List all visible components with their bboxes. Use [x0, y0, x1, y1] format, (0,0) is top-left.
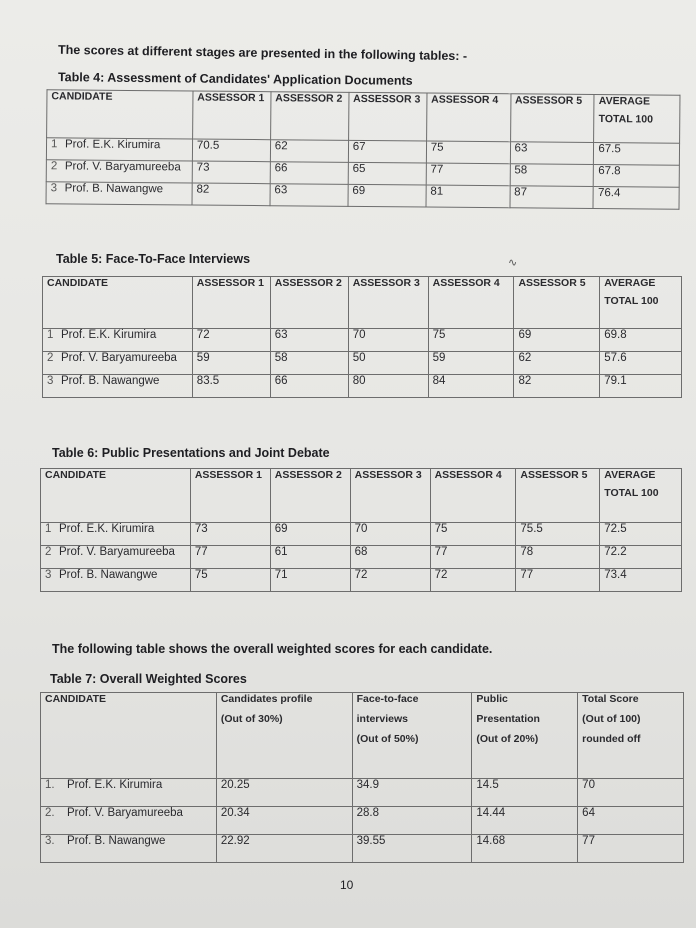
profile-cell: 22.92: [216, 835, 352, 863]
score-cell: 61: [270, 546, 350, 569]
candidate-cell: 2 Prof. V. Baryamureeba: [46, 160, 192, 183]
profile-cell: 20.34: [216, 807, 352, 835]
assessor5-header: ASSESSOR 5: [514, 277, 600, 329]
table7: [40, 692, 684, 863]
public-cell: 14.5: [472, 779, 578, 807]
score-cell: 63: [270, 329, 348, 352]
average-cell: 73.4: [600, 569, 682, 592]
table5: [42, 276, 682, 398]
score-cell: 66: [270, 375, 348, 398]
average-cell: 69.8: [600, 329, 682, 352]
average-cell: 67.5: [594, 143, 680, 166]
score-cell: 72: [350, 569, 430, 592]
interview-header: Face-to-face interviews (Out of 50%): [352, 693, 472, 779]
candidate-cell: 3 Prof. B. Nawangwe: [46, 182, 192, 205]
assessor2-header: ASSESSOR 2: [270, 92, 348, 141]
score-cell: 77: [430, 546, 516, 569]
assessor3-header: ASSESSOR 3: [348, 277, 428, 329]
score-cell: 69: [348, 184, 426, 207]
total-cell: 64: [578, 807, 684, 835]
total-cell: 77: [578, 835, 684, 863]
score-cell: 80: [348, 375, 428, 398]
score-cell: 87: [510, 186, 594, 209]
assessor1-header: ASSESSOR 1: [192, 277, 270, 329]
score-cell: 66: [270, 162, 348, 185]
weighted-scores-note: The following table shows the overall weighted scores for each candidate.: [52, 642, 493, 656]
table-row: [41, 807, 684, 835]
candidate-cell: 1 Prof. E.K. Kirumira: [41, 523, 191, 546]
score-cell: 70: [348, 329, 428, 352]
score-cell: 59: [428, 352, 514, 375]
table-row: [41, 546, 682, 569]
score-cell: 83.5: [192, 375, 270, 398]
table4: [46, 89, 681, 210]
score-cell: 75: [426, 141, 510, 164]
candidate-cell: 1. Prof. E.K. Kirumira: [41, 779, 217, 807]
average-cell: 76.4: [593, 187, 679, 210]
candidate-cell: 3 Prof. B. Nawangwe: [43, 375, 193, 398]
score-cell: 63: [510, 142, 594, 165]
score-cell: 70.5: [192, 139, 270, 162]
table-row: [41, 569, 682, 592]
assessor5-header: ASSESSOR 5: [510, 94, 594, 143]
candidate-cell: 2. Prof. V. Baryamureeba: [41, 807, 217, 835]
candidate-cell: 2 Prof. V. Baryamureeba: [41, 546, 191, 569]
score-cell: 65: [348, 162, 426, 185]
candidate-cell: 3. Prof. B. Nawangwe: [41, 835, 217, 863]
score-cell: 72: [192, 329, 270, 352]
assessor1-header: ASSESSOR 1: [192, 91, 270, 140]
score-cell: 75.5: [516, 523, 600, 546]
assessor1-header: ASSESSOR 1: [190, 469, 270, 523]
score-cell: 82: [514, 375, 600, 398]
score-cell: 62: [270, 140, 348, 163]
assessor2-header: ASSESSOR 2: [270, 277, 348, 329]
candidate-cell: 1 Prof. E.K. Kirumira: [43, 329, 193, 352]
candidate-cell: 3 Prof. B. Nawangwe: [41, 569, 191, 592]
assessor4-header: ASSESSOR 4: [428, 277, 514, 329]
assessor3-header: ASSESSOR 3: [350, 469, 430, 523]
score-cell: 81: [426, 185, 510, 208]
table-row: [43, 352, 682, 375]
score-cell: 71: [270, 569, 350, 592]
score-cell: 77: [516, 569, 600, 592]
table-row: [43, 375, 682, 398]
interview-cell: 28.8: [352, 807, 472, 835]
score-cell: 77: [426, 163, 510, 186]
average-header: AVERAGE TOTAL 100: [600, 469, 682, 523]
page-number: 10: [340, 878, 354, 892]
score-cell: 75: [428, 329, 514, 352]
assessor4-header: ASSESSOR 4: [426, 93, 510, 142]
score-cell: 69: [514, 329, 600, 352]
candidate-header: CANDIDATE: [41, 469, 191, 523]
score-cell: 77: [190, 546, 270, 569]
candidate-header: CANDIDATE: [43, 277, 193, 329]
score-cell: 59: [192, 352, 270, 375]
total-header: Total Score (Out of 100) rounded off: [578, 693, 684, 779]
table-row: [41, 523, 682, 546]
interview-cell: 39.55: [352, 835, 472, 863]
candidate-cell: 2 Prof. V. Baryamureeba: [43, 352, 193, 375]
average-cell: 72.5: [600, 523, 682, 546]
score-cell: 63: [270, 184, 348, 207]
score-cell: 58: [270, 352, 348, 375]
table6: [40, 468, 682, 592]
score-cell: 62: [514, 352, 600, 375]
score-cell: 84: [428, 375, 514, 398]
average-cell: 67.8: [594, 165, 680, 188]
average-header: AVERAGE TOTAL 100: [594, 95, 680, 144]
assessor2-header: ASSESSOR 2: [270, 469, 350, 523]
average-cell: 72.2: [600, 546, 682, 569]
score-cell: 78: [516, 546, 600, 569]
score-cell: 69: [270, 523, 350, 546]
score-cell: 72: [430, 569, 516, 592]
score-cell: 50: [348, 352, 428, 375]
score-cell: 73: [190, 523, 270, 546]
assessor3-header: ASSESSOR 3: [348, 92, 426, 141]
profile-cell: 20.25: [216, 779, 352, 807]
public-cell: 14.44: [472, 807, 578, 835]
interview-cell: 34.9: [352, 779, 472, 807]
score-cell: 75: [190, 569, 270, 592]
table4-title: Table 4: Assessment of Candidates' Application Documents: [57, 70, 413, 88]
table6-title: Table 6: Public Presentations and Joint Debate: [52, 446, 330, 460]
average-header: AVERAGE TOTAL 100: [600, 277, 682, 329]
average-cell: 79.1: [600, 375, 682, 398]
total-cell: 70: [578, 779, 684, 807]
table-row: [43, 329, 682, 352]
assessor5-header: ASSESSOR 5: [516, 469, 600, 523]
assessor4-header: ASSESSOR 4: [430, 469, 516, 523]
table7-title: Table 7: Overall Weighted Scores: [50, 672, 247, 686]
score-cell: 70: [350, 523, 430, 546]
score-cell: 68: [350, 546, 430, 569]
public-header: Public Presentation (Out of 20%): [472, 693, 578, 779]
public-cell: 14.68: [472, 835, 578, 863]
handwritten-mark: ∿: [508, 257, 518, 269]
score-cell: 58: [510, 164, 594, 187]
candidate-header: CANDIDATE: [41, 693, 217, 779]
candidate-cell: 1 Prof. E.K. Kirumira: [46, 138, 192, 161]
average-cell: 57.6: [600, 352, 682, 375]
score-cell: 73: [192, 161, 270, 184]
table-row: [46, 182, 679, 210]
table-row: [41, 835, 684, 863]
candidate-header: CANDIDATE: [47, 90, 193, 139]
score-cell: 82: [192, 183, 270, 206]
table-row: [41, 779, 684, 807]
table5-title: Table 5: Face-To-Face Interviews: [56, 252, 251, 266]
intro-text: The scores at different stages are presented in the following tables: -: [57, 42, 468, 64]
score-cell: 67: [348, 140, 426, 163]
profile-header: Candidates profile (Out of 30%): [216, 693, 352, 779]
score-cell: 75: [430, 523, 516, 546]
